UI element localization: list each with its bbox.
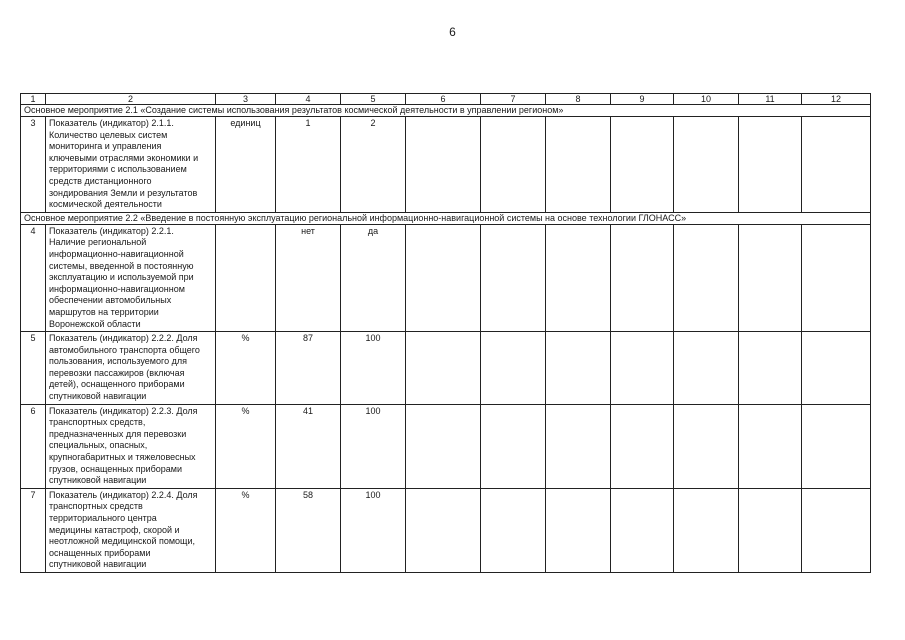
empty-cell [739,332,802,405]
empty-cell [802,404,871,488]
text-line: мониторинга и управления [49,141,162,152]
row-number: 3 [21,117,46,213]
column-header: 1 [21,94,46,105]
section-row [21,212,871,224]
text-line: космической деятельности [49,199,162,210]
empty-cell [674,488,739,572]
value-col4: 87 [276,332,341,405]
text-line: медицины катастроф, скорой и [49,524,180,535]
text-line: информационно-навигационной [49,248,184,259]
value-col5: 100 [341,488,406,572]
empty-cell [802,224,871,331]
text-line: автомобильного транспорта общего [49,344,200,355]
column-header: 11 [739,94,802,105]
value-col5: да [341,224,406,331]
value-col4: 41 [276,404,341,488]
value-col4: 58 [276,488,341,572]
column-header: 8 [546,94,611,105]
row-number: 6 [21,404,46,488]
text-line: зондирования Земли и результатов [49,187,198,198]
table-row [21,332,871,405]
table-row [21,404,871,488]
text-line: Количество целевых систем [49,129,168,140]
row-number: 5 [21,332,46,405]
empty-cell [739,117,802,213]
empty-cell [546,224,611,331]
section-title: Основное мероприятие 2.1 «Создание системы использования результатов космической деятельности в управлении регионом» [21,105,871,117]
value-col4: нет [276,224,341,331]
value-col5: 100 [341,332,406,405]
row-number: 7 [21,488,46,572]
page-number: 6 [449,25,456,39]
row-number: 4 [21,224,46,331]
empty-cell [611,117,674,213]
text-line: средств дистанционного [49,175,152,186]
indicator-description [46,224,216,331]
text-line: маршрутов на территории [49,306,159,317]
column-header: 7 [481,94,546,105]
indicator-description [46,488,216,572]
empty-cell [802,117,871,213]
empty-cell [611,404,674,488]
text-line: обеспечении автомобильных [49,295,172,306]
unit-cell [216,224,276,331]
table-row [21,224,871,331]
column-header: 6 [406,94,481,105]
text-line: перевозки пассажиров (включая [49,367,185,378]
text-line: Показатель (индикатор) 2.2.4. Доля [49,489,198,500]
column-header: 10 [674,94,739,105]
empty-cell [546,404,611,488]
text-line: информационно-навигационном [49,283,185,294]
empty-cell [674,332,739,405]
column-header: 2 [46,94,216,105]
text-line: Показатель (индикатор) 2.1.1. [49,118,174,128]
empty-cell [481,488,546,572]
table-row [21,488,871,572]
text-line: грузов, оснащенных приборами [49,463,182,474]
empty-cell [481,224,546,331]
text-line: транспортных средств [49,501,143,512]
indicator-description [46,404,216,488]
section-title: Основное мероприятие 2.2 «Введение в постоянную эксплуатацию региональной информационно-навигационной системы на основе технологии ГЛОНАСС» [21,212,871,224]
empty-cell [739,488,802,572]
value-col4: 1 [276,117,341,213]
empty-cell [611,488,674,572]
empty-cell [546,332,611,405]
indicator-description [46,332,216,405]
text-line: спутниковой навигации [49,475,147,486]
text-line: спутниковой навигации [49,391,147,402]
empty-cell [611,332,674,405]
unit-cell: единиц [216,117,276,213]
text-line: детей), оснащенного приборами [49,379,185,390]
text-line: Показатель (индикатор) 2.2.2. Доля [49,333,198,344]
text-line: Показатель (индикатор) 2.2.1. [49,225,174,236]
section-row [21,105,871,117]
empty-cell [611,224,674,331]
empty-cell [674,117,739,213]
empty-cell [406,117,481,213]
text-line: Наличие региональной [49,237,147,248]
unit-cell: % [216,332,276,405]
empty-cell [802,488,871,572]
value-col5: 100 [341,404,406,488]
empty-cell [802,332,871,405]
empty-cell [481,117,546,213]
table-header-row [21,94,871,105]
unit-cell: % [216,488,276,572]
text-line: оснащенных приборами [49,547,151,558]
text-line: предназначенных для перевозки [49,428,187,439]
text-line: ключевыми отраслями экономики и [49,152,199,163]
indicator-description [46,117,216,213]
text-line: спутниковой навигации [49,559,147,570]
empty-cell [406,488,481,572]
value-col5: 2 [341,117,406,213]
unit-cell: % [216,404,276,488]
text-line: территориального центра [49,513,157,523]
text-line: специальных, опасных, [49,440,148,451]
empty-cell [674,404,739,488]
empty-cell [406,332,481,405]
empty-cell [406,404,481,488]
text-line: Показатель (индикатор) 2.2.3. Доля [49,405,198,416]
column-header: 5 [341,94,406,105]
text-line: Воронежской области [49,318,141,329]
column-header: 3 [216,94,276,105]
column-header: 9 [611,94,674,105]
text-line: неотложной медицинской помощи, [49,536,195,547]
column-header: 4 [276,94,341,105]
text-line: пользования, используемого для [49,356,187,367]
empty-cell [406,224,481,331]
table-row [21,117,871,213]
empty-cell [674,224,739,331]
text-line: эксплуатацию и используемой при [49,272,194,283]
empty-cell [481,404,546,488]
text-line: территориями с использованием [49,164,187,175]
empty-cell [481,332,546,405]
column-header: 12 [802,94,871,105]
text-line: крупногабаритных и тяжеловесных [49,452,196,463]
empty-cell [546,117,611,213]
text-line: системы, введенной в постоянную [49,260,194,271]
empty-cell [546,488,611,572]
indicators-table [20,93,871,573]
empty-cell [739,224,802,331]
empty-cell [739,404,802,488]
text-line: транспортных средств, [49,417,146,428]
